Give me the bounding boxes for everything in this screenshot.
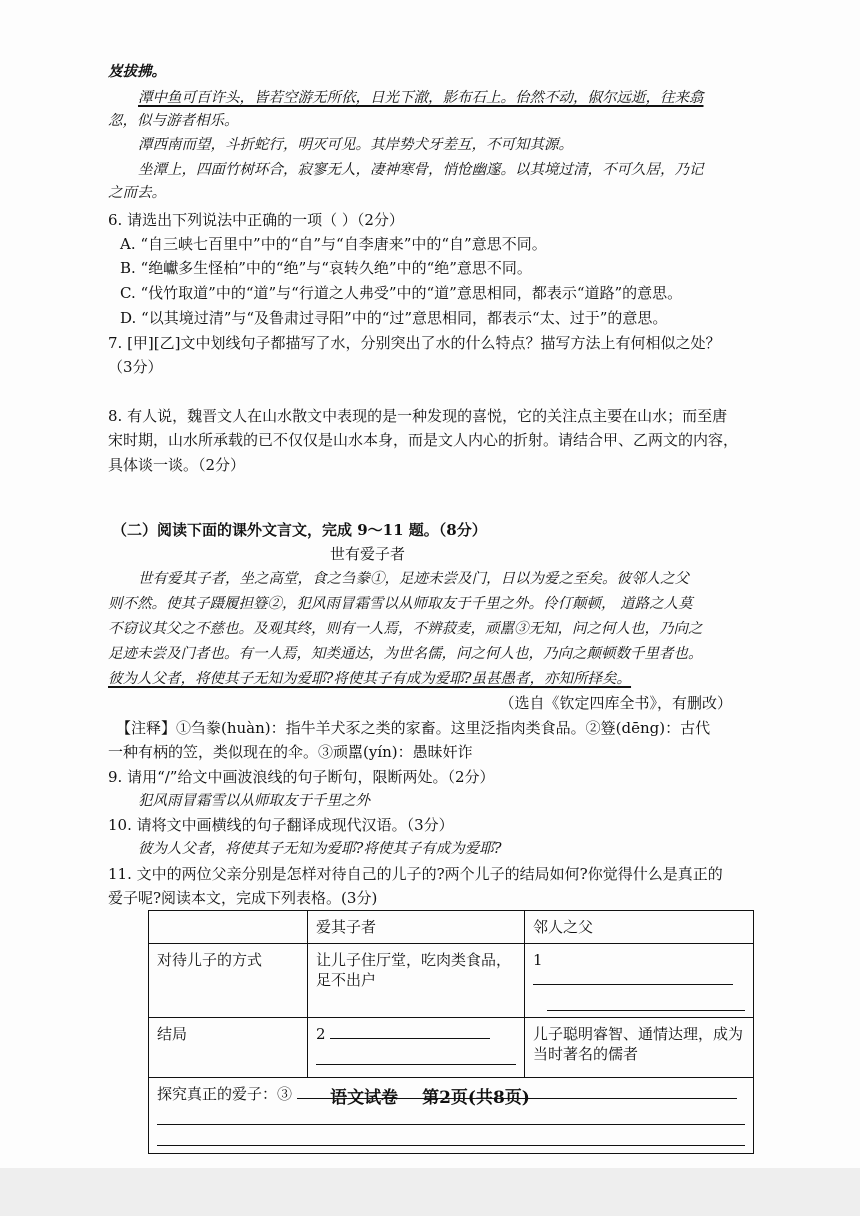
passage-line-2-text: 则不然。使其子蹑履担簦②，犯风雨冒霜雪以从师取友于千里之外。伶仃颠顿， 道路之人莫 <box>108 596 693 612</box>
text-a-line-1: 岌拔拂。 <box>108 63 166 80</box>
table-row <box>149 1018 754 1078</box>
passage-title: 世有爱子者 <box>330 545 406 563</box>
question-7-line-1: 7. [甲][乙]文中划线句子都描写了水，分别突出了水的什么特点？描写方法上有何相似之处？ <box>108 334 721 352</box>
underlined-sentence: 潭中鱼可百许头，皆若空游无所依，日光下澈，影布石上。佁然不动，俶尔远逝，往来翕 <box>138 90 704 106</box>
scan-bottom-margin <box>0 1168 860 1216</box>
passage-line-4: 足迹未尝及门者也。有一人焉，知类通达，为世名儒，问之何人也，乃向之颠顿数千里者也。 <box>108 646 703 662</box>
question-6-option-d: D. “以其境过清”与“及鲁肃过寻阳”中的“过”意思相同，都表示“太、过于”的意思。 <box>120 309 668 327</box>
passage-line-2 <box>108 594 693 614</box>
row2-col1[interactable] <box>308 1018 525 1078</box>
question-10-sentence: 彼为人父者，将使其子无知为爱耶?将使其子有成为爱耶? <box>138 841 502 857</box>
note-line-1: 【注释】①刍豢(huàn)：指牛羊犬豕之类的家畜。这里泛指肉类食品。②簦(dēng)：古代 <box>116 719 711 737</box>
text-a-line-2 <box>138 88 704 108</box>
answer-blank-2b[interactable] <box>316 1048 516 1065</box>
blank-number-2: 2 <box>316 1025 326 1043</box>
answer-blank-1b[interactable] <box>547 994 745 1011</box>
answer-blank-3c[interactable] <box>157 1129 745 1146</box>
table-row <box>149 944 754 1018</box>
answer-blank-2[interactable] <box>330 1024 490 1039</box>
answer-blank-1[interactable] <box>533 970 733 985</box>
note-line-2: 一种有柄的笠，类似现在的伞。③顽嚚(yín)：愚昧奸诈 <box>108 743 473 761</box>
question-6-option-a: A. “自三峡七百里中”中的“自”与“自李唐来”中的“自”意思不同。 <box>120 235 547 253</box>
passage-line-3: 不窃议其父之不慈也。及观其终，则有一人焉，不辨菽麦，顽嚚③无知，问之何人也，乃向之 <box>108 621 703 637</box>
table-header-row <box>149 911 754 944</box>
question-7-line-2: （3分） <box>108 358 163 376</box>
text-a-line-6: 之而去。 <box>108 185 166 201</box>
question-10-stem: 10. 请将文中画横线的句子翻译成现代汉语。（3分） <box>108 816 454 834</box>
section-2-heading: （二）阅读下面的课外文言文，完成 9～11 题。（8分） <box>112 521 487 539</box>
passage-line-1: 世有爱其子者，坐之高堂，食之刍豢①，足迹未尝及门，日以为爱之至矣。彼邻人之父 <box>138 571 689 587</box>
question-6-option-b: B. “绝巘多生怪柏”中的“绝”与“哀转久绝”中的“绝”意思不同。 <box>120 259 532 277</box>
row1-label: 对待儿子的方式 <box>149 944 308 1018</box>
page-footer: 语文试卷 第2页(共8页) <box>330 1088 530 1108</box>
passage-source: （选自《钦定四库全书》，有删改） <box>499 694 732 712</box>
question-6-option-c: C. “伐竹取道”中的“道”与“行道之人弗受”中的“道”意思相同，都表示“道路”的意思。 <box>120 284 683 302</box>
table-corner-cell <box>149 911 308 944</box>
answer-blank-3b[interactable] <box>157 1108 745 1125</box>
question-6-stem: 6. 请选出下列说法中正确的一项（ ）（2分） <box>108 211 404 229</box>
question-11-line-1: 11. 文中的两位父亲分别是怎样对待自己的儿子的?两个儿子的结局如何?你觉得什么是真正的 <box>108 865 723 883</box>
row2-col2: 儿子聪明睿智、通情达理，成为当时著名的儒者 <box>525 1018 754 1078</box>
question-8-line-3: 具体谈一谈。（2分） <box>108 456 246 474</box>
question-9-stem: 9. 请用“/”给文中画波浪线的句子断句，限断两处。（2分） <box>108 768 495 786</box>
blank-number-1: 1 <box>533 951 543 969</box>
row3-label: 探究真正的爱子：③ <box>157 1085 293 1103</box>
underlined-sentence-2: 彼为人父者，将使其子无知为爱耶?将使其子有成为爱耶?虽甚愚者，亦知所择矣。 <box>108 671 632 687</box>
table-header-col2: 邻人之父 <box>525 911 754 944</box>
passage-line-5 <box>108 669 631 689</box>
question-8-line-2: 宋时期，山水所承载的已不仅仅是山水本身，而是文人内心的折射。请结合甲、乙两文的内容， <box>108 431 739 449</box>
question-8-line-1: 8. 有人说，魏晋文人在山水散文中表现的是一种发现的喜悦，它的关注点主要在山水；而至唐 <box>108 407 728 425</box>
table-header-col1: 爱其子者 <box>308 911 525 944</box>
text-a-line-4: 潭西南而望，斗折蛇行，明灭可见。其岸势犬牙差互，不可知其源。 <box>138 137 573 153</box>
question-9-sentence: 犯风雨冒霜雪以从师取友于千里之外 <box>138 793 370 809</box>
row2-label: 结局 <box>149 1018 308 1078</box>
row1-col1: 让儿子住厅堂，吃肉类食品，足不出户 <box>308 944 525 1018</box>
text-a-line-3: 忽，似与游者相乐。 <box>108 113 239 129</box>
answer-table <box>148 910 754 1154</box>
row1-col2[interactable] <box>525 944 754 1018</box>
question-11-line-2: 爱子呢?阅读本文，完成下列表格。(3分) <box>108 889 378 907</box>
text-a-line-5: 坐潭上，四面竹树环合，寂寥无人，凄神寒骨，悄怆幽邃。以其境过清，不可久居，乃记 <box>138 162 704 178</box>
